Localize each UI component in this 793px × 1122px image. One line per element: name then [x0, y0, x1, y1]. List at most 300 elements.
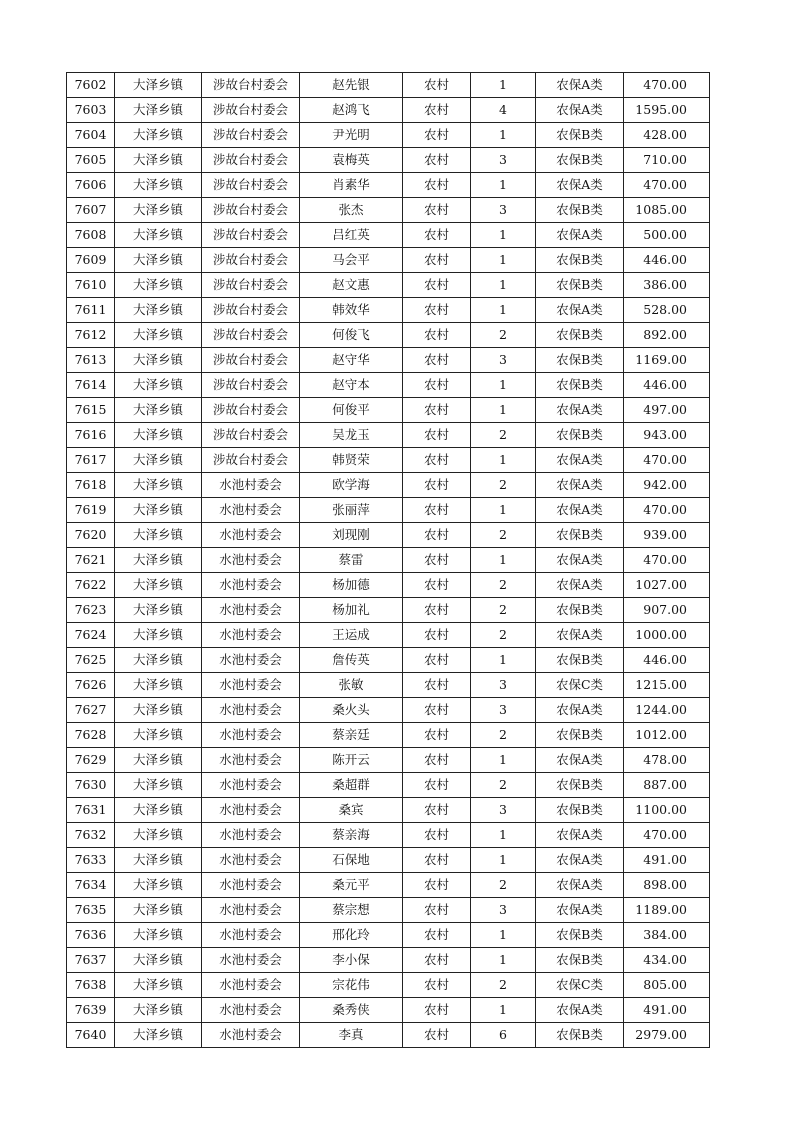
village-committee-cell: 水池村委会	[202, 823, 300, 848]
area-type-cell: 农村	[403, 123, 471, 148]
name-cell: 桑宾	[300, 798, 403, 823]
amount-cell: 1595.00	[624, 98, 710, 123]
township-cell: 大泽乡镇	[115, 473, 202, 498]
amount-cell: 434.00	[624, 948, 710, 973]
township-cell: 大泽乡镇	[115, 148, 202, 173]
township-cell: 大泽乡镇	[115, 723, 202, 748]
area-type-cell: 农村	[403, 223, 471, 248]
household-size-cell: 1	[471, 123, 536, 148]
township-cell: 大泽乡镇	[115, 948, 202, 973]
village-committee-cell: 水池村委会	[202, 673, 300, 698]
row-number-cell: 7637	[67, 948, 115, 973]
insurance-category-cell: 农保B类	[536, 798, 624, 823]
name-cell: 詹传英	[300, 648, 403, 673]
household-size-cell: 2	[471, 598, 536, 623]
township-cell: 大泽乡镇	[115, 223, 202, 248]
amount-cell: 1000.00	[624, 623, 710, 648]
household-size-cell: 1	[471, 998, 536, 1023]
village-committee-cell: 涉故台村委会	[202, 398, 300, 423]
township-cell: 大泽乡镇	[115, 423, 202, 448]
name-cell: 王运成	[300, 623, 403, 648]
table-row	[67, 248, 710, 273]
township-cell: 大泽乡镇	[115, 348, 202, 373]
area-type-cell: 农村	[403, 748, 471, 773]
household-size-cell: 4	[471, 98, 536, 123]
township-cell: 大泽乡镇	[115, 798, 202, 823]
household-size-cell: 3	[471, 348, 536, 373]
area-type-cell: 农村	[403, 73, 471, 98]
name-cell: 赵文惠	[300, 273, 403, 298]
village-committee-cell: 水池村委会	[202, 848, 300, 873]
table-row	[67, 173, 710, 198]
household-size-cell: 1	[471, 648, 536, 673]
row-number-cell: 7635	[67, 898, 115, 923]
village-committee-cell: 水池村委会	[202, 598, 300, 623]
row-number-cell: 7618	[67, 473, 115, 498]
household-size-cell: 1	[471, 548, 536, 573]
township-cell: 大泽乡镇	[115, 298, 202, 323]
row-number-cell: 7603	[67, 98, 115, 123]
household-size-cell: 3	[471, 698, 536, 723]
village-committee-cell: 水池村委会	[202, 748, 300, 773]
village-committee-cell: 涉故台村委会	[202, 73, 300, 98]
amount-cell: 892.00	[624, 323, 710, 348]
village-committee-cell: 涉故台村委会	[202, 248, 300, 273]
row-number-cell: 7633	[67, 848, 115, 873]
table-row	[67, 98, 710, 123]
household-size-cell: 1	[471, 373, 536, 398]
name-cell: 石保地	[300, 848, 403, 873]
village-committee-cell: 水池村委会	[202, 648, 300, 673]
insurance-category-cell: 农保B类	[536, 373, 624, 398]
area-type-cell: 农村	[403, 648, 471, 673]
name-cell: 张丽萍	[300, 498, 403, 523]
row-number-cell: 7602	[67, 73, 115, 98]
insurance-category-cell: 农保A类	[536, 998, 624, 1023]
area-type-cell: 农村	[403, 548, 471, 573]
insurance-category-cell: 农保B类	[536, 1023, 624, 1048]
village-committee-cell: 水池村委会	[202, 873, 300, 898]
name-cell: 蔡亲廷	[300, 723, 403, 748]
table-row	[67, 798, 710, 823]
insurance-category-cell: 农保A类	[536, 298, 624, 323]
table-row	[67, 73, 710, 98]
household-size-cell: 1	[471, 948, 536, 973]
area-type-cell: 农村	[403, 623, 471, 648]
area-type-cell: 农村	[403, 873, 471, 898]
row-number-cell: 7606	[67, 173, 115, 198]
row-number-cell: 7609	[67, 248, 115, 273]
insurance-category-cell: 农保B类	[536, 323, 624, 348]
table-row	[67, 148, 710, 173]
name-cell: 宗花伟	[300, 973, 403, 998]
household-size-cell: 3	[471, 798, 536, 823]
row-number-cell: 7634	[67, 873, 115, 898]
amount-cell: 907.00	[624, 598, 710, 623]
village-committee-cell: 涉故台村委会	[202, 148, 300, 173]
village-committee-cell: 水池村委会	[202, 548, 300, 573]
amount-cell: 1169.00	[624, 348, 710, 373]
area-type-cell: 农村	[403, 448, 471, 473]
row-number-cell: 7632	[67, 823, 115, 848]
insurance-category-cell: 农保B类	[536, 523, 624, 548]
township-cell: 大泽乡镇	[115, 923, 202, 948]
amount-cell: 1189.00	[624, 898, 710, 923]
village-committee-cell: 水池村委会	[202, 498, 300, 523]
table-row	[67, 123, 710, 148]
area-type-cell: 农村	[403, 248, 471, 273]
name-cell: 吴龙玉	[300, 423, 403, 448]
household-size-cell: 2	[471, 723, 536, 748]
amount-cell: 898.00	[624, 873, 710, 898]
table-row	[67, 823, 710, 848]
village-committee-cell: 涉故台村委会	[202, 173, 300, 198]
name-cell: 桑超群	[300, 773, 403, 798]
household-size-cell: 3	[471, 148, 536, 173]
area-type-cell: 农村	[403, 398, 471, 423]
area-type-cell: 农村	[403, 1023, 471, 1048]
row-number-cell: 7629	[67, 748, 115, 773]
township-cell: 大泽乡镇	[115, 98, 202, 123]
table-row	[67, 473, 710, 498]
name-cell: 吕红英	[300, 223, 403, 248]
village-committee-cell: 水池村委会	[202, 798, 300, 823]
village-committee-cell: 涉故台村委会	[202, 323, 300, 348]
amount-cell: 1085.00	[624, 198, 710, 223]
table-row	[67, 373, 710, 398]
village-committee-cell: 涉故台村委会	[202, 373, 300, 398]
area-type-cell: 农村	[403, 573, 471, 598]
name-cell: 陈开云	[300, 748, 403, 773]
insurance-category-cell: 农保C类	[536, 673, 624, 698]
amount-cell: 805.00	[624, 973, 710, 998]
row-number-cell: 7640	[67, 1023, 115, 1048]
row-number-cell: 7616	[67, 423, 115, 448]
insurance-category-cell: 农保B类	[536, 598, 624, 623]
township-cell: 大泽乡镇	[115, 373, 202, 398]
insurance-category-cell: 农保B类	[536, 648, 624, 673]
amount-cell: 470.00	[624, 548, 710, 573]
amount-cell: 939.00	[624, 523, 710, 548]
table-row	[67, 448, 710, 473]
area-type-cell: 农村	[403, 348, 471, 373]
name-cell: 何俊平	[300, 398, 403, 423]
insurance-category-cell: 农保A类	[536, 473, 624, 498]
household-size-cell: 1	[471, 223, 536, 248]
row-number-cell: 7628	[67, 723, 115, 748]
table-row	[67, 573, 710, 598]
township-cell: 大泽乡镇	[115, 548, 202, 573]
amount-cell: 1100.00	[624, 798, 710, 823]
township-cell: 大泽乡镇	[115, 823, 202, 848]
area-type-cell: 农村	[403, 673, 471, 698]
insurance-category-cell: 农保B类	[536, 248, 624, 273]
village-committee-cell: 水池村委会	[202, 523, 300, 548]
table-row	[67, 548, 710, 573]
insurance-category-cell: 农保A类	[536, 548, 624, 573]
row-number-cell: 7605	[67, 148, 115, 173]
name-cell: 桑元平	[300, 873, 403, 898]
amount-cell: 470.00	[624, 173, 710, 198]
village-committee-cell: 水池村委会	[202, 923, 300, 948]
village-committee-cell: 水池村委会	[202, 948, 300, 973]
village-committee-cell: 涉故台村委会	[202, 273, 300, 298]
township-cell: 大泽乡镇	[115, 173, 202, 198]
row-number-cell: 7624	[67, 623, 115, 648]
table-row	[67, 723, 710, 748]
amount-cell: 491.00	[624, 848, 710, 873]
household-size-cell: 2	[471, 523, 536, 548]
table-row	[67, 998, 710, 1023]
insurance-category-cell: 农保B类	[536, 198, 624, 223]
row-number-cell: 7638	[67, 973, 115, 998]
row-number-cell: 7621	[67, 548, 115, 573]
amount-cell: 384.00	[624, 923, 710, 948]
household-size-cell: 1	[471, 748, 536, 773]
name-cell: 赵守本	[300, 373, 403, 398]
village-committee-cell: 涉故台村委会	[202, 123, 300, 148]
township-cell: 大泽乡镇	[115, 648, 202, 673]
row-number-cell: 7630	[67, 773, 115, 798]
insurance-category-cell: 农保A类	[536, 848, 624, 873]
village-committee-cell: 涉故台村委会	[202, 423, 300, 448]
table-row	[67, 398, 710, 423]
amount-cell: 497.00	[624, 398, 710, 423]
insurance-category-cell: 农保B类	[536, 923, 624, 948]
township-cell: 大泽乡镇	[115, 398, 202, 423]
village-committee-cell: 涉故台村委会	[202, 448, 300, 473]
township-cell: 大泽乡镇	[115, 498, 202, 523]
township-cell: 大泽乡镇	[115, 273, 202, 298]
row-number-cell: 7636	[67, 923, 115, 948]
row-number-cell: 7614	[67, 373, 115, 398]
household-size-cell: 1	[471, 273, 536, 298]
area-type-cell: 农村	[403, 523, 471, 548]
area-type-cell: 农村	[403, 773, 471, 798]
row-number-cell: 7622	[67, 573, 115, 598]
township-cell: 大泽乡镇	[115, 748, 202, 773]
amount-cell: 478.00	[624, 748, 710, 773]
table-row	[67, 673, 710, 698]
township-cell: 大泽乡镇	[115, 698, 202, 723]
amount-cell: 470.00	[624, 498, 710, 523]
household-size-cell: 1	[471, 498, 536, 523]
village-committee-cell: 水池村委会	[202, 1023, 300, 1048]
insurance-category-cell: 农保A类	[536, 398, 624, 423]
township-cell: 大泽乡镇	[115, 323, 202, 348]
amount-cell: 446.00	[624, 648, 710, 673]
household-size-cell: 3	[471, 673, 536, 698]
amount-cell: 1027.00	[624, 573, 710, 598]
area-type-cell: 农村	[403, 148, 471, 173]
household-size-cell: 2	[471, 623, 536, 648]
name-cell: 尹光明	[300, 123, 403, 148]
insurance-category-cell: 农保B类	[536, 123, 624, 148]
household-size-cell: 2	[471, 773, 536, 798]
insurance-category-cell: 农保B类	[536, 948, 624, 973]
table-row	[67, 948, 710, 973]
township-cell: 大泽乡镇	[115, 898, 202, 923]
amount-cell: 710.00	[624, 148, 710, 173]
amount-cell: 446.00	[624, 373, 710, 398]
household-size-cell: 1	[471, 173, 536, 198]
row-number-cell: 7623	[67, 598, 115, 623]
row-number-cell: 7626	[67, 673, 115, 698]
table-row	[67, 498, 710, 523]
township-cell: 大泽乡镇	[115, 248, 202, 273]
row-number-cell: 7604	[67, 123, 115, 148]
area-type-cell: 农村	[403, 973, 471, 998]
amount-cell: 446.00	[624, 248, 710, 273]
insurance-category-cell: 农保A类	[536, 623, 624, 648]
amount-cell: 2979.00	[624, 1023, 710, 1048]
area-type-cell: 农村	[403, 823, 471, 848]
village-committee-cell: 水池村委会	[202, 623, 300, 648]
table-row	[67, 873, 710, 898]
area-type-cell: 农村	[403, 798, 471, 823]
table-row	[67, 973, 710, 998]
insurance-category-cell: 农保B类	[536, 348, 624, 373]
township-cell: 大泽乡镇	[115, 848, 202, 873]
insurance-category-cell: 农保B类	[536, 273, 624, 298]
area-type-cell: 农村	[403, 698, 471, 723]
township-cell: 大泽乡镇	[115, 598, 202, 623]
area-type-cell: 农村	[403, 898, 471, 923]
table-row	[67, 648, 710, 673]
table-body	[67, 73, 710, 1048]
insurance-category-cell: 农保B类	[536, 148, 624, 173]
table-row	[67, 923, 710, 948]
amount-cell: 386.00	[624, 273, 710, 298]
village-committee-cell: 水池村委会	[202, 573, 300, 598]
table-row	[67, 423, 710, 448]
table-row	[67, 298, 710, 323]
table-row	[67, 273, 710, 298]
table-row	[67, 848, 710, 873]
row-number-cell: 7613	[67, 348, 115, 373]
table-row	[67, 1023, 710, 1048]
name-cell: 邢化玲	[300, 923, 403, 948]
township-cell: 大泽乡镇	[115, 448, 202, 473]
insurance-category-cell: 农保A类	[536, 73, 624, 98]
township-cell: 大泽乡镇	[115, 673, 202, 698]
village-committee-cell: 水池村委会	[202, 473, 300, 498]
household-size-cell: 2	[471, 573, 536, 598]
insurance-category-cell: 农保A类	[536, 698, 624, 723]
row-number-cell: 7607	[67, 198, 115, 223]
insurance-category-cell: 农保A类	[536, 898, 624, 923]
area-type-cell: 农村	[403, 998, 471, 1023]
table-row	[67, 198, 710, 223]
township-cell: 大泽乡镇	[115, 523, 202, 548]
name-cell: 桑秀侠	[300, 998, 403, 1023]
area-type-cell: 农村	[403, 173, 471, 198]
name-cell: 杨加德	[300, 573, 403, 598]
area-type-cell: 农村	[403, 273, 471, 298]
amount-cell: 470.00	[624, 73, 710, 98]
household-size-cell: 6	[471, 1023, 536, 1048]
village-committee-cell: 水池村委会	[202, 973, 300, 998]
amount-cell: 491.00	[624, 998, 710, 1023]
row-number-cell: 7615	[67, 398, 115, 423]
name-cell: 蔡亲海	[300, 823, 403, 848]
name-cell: 韩效华	[300, 298, 403, 323]
row-number-cell: 7612	[67, 323, 115, 348]
household-size-cell: 2	[471, 423, 536, 448]
amount-cell: 1012.00	[624, 723, 710, 748]
insurance-category-cell: 农保C类	[536, 973, 624, 998]
household-size-cell: 1	[471, 923, 536, 948]
village-committee-cell: 涉故台村委会	[202, 223, 300, 248]
row-number-cell: 7619	[67, 498, 115, 523]
area-type-cell: 农村	[403, 423, 471, 448]
area-type-cell: 农村	[403, 298, 471, 323]
township-cell: 大泽乡镇	[115, 198, 202, 223]
township-cell: 大泽乡镇	[115, 773, 202, 798]
insurance-category-cell: 农保A类	[536, 748, 624, 773]
village-committee-cell: 涉故台村委会	[202, 298, 300, 323]
insurance-category-cell: 农保A类	[536, 173, 624, 198]
village-committee-cell: 水池村委会	[202, 898, 300, 923]
name-cell: 刘现刚	[300, 523, 403, 548]
name-cell: 蔡雷	[300, 548, 403, 573]
insurance-category-cell: 农保A类	[536, 98, 624, 123]
village-committee-cell: 水池村委会	[202, 998, 300, 1023]
row-number-cell: 7610	[67, 273, 115, 298]
table-row	[67, 698, 710, 723]
row-number-cell: 7639	[67, 998, 115, 1023]
household-size-cell: 1	[471, 448, 536, 473]
area-type-cell: 农村	[403, 98, 471, 123]
household-size-cell: 2	[471, 873, 536, 898]
table-row	[67, 748, 710, 773]
area-type-cell: 农村	[403, 323, 471, 348]
insurance-category-cell: 农保A类	[536, 573, 624, 598]
household-size-cell: 2	[471, 473, 536, 498]
area-type-cell: 农村	[403, 923, 471, 948]
name-cell: 韩贤荣	[300, 448, 403, 473]
name-cell: 欧学海	[300, 473, 403, 498]
household-size-cell: 1	[471, 848, 536, 873]
amount-cell: 943.00	[624, 423, 710, 448]
township-cell: 大泽乡镇	[115, 873, 202, 898]
amount-cell: 942.00	[624, 473, 710, 498]
township-cell: 大泽乡镇	[115, 123, 202, 148]
row-number-cell: 7631	[67, 798, 115, 823]
village-committee-cell: 水池村委会	[202, 698, 300, 723]
area-type-cell: 农村	[403, 198, 471, 223]
amount-cell: 887.00	[624, 773, 710, 798]
table-row	[67, 523, 710, 548]
amount-cell: 1215.00	[624, 673, 710, 698]
household-size-cell: 1	[471, 823, 536, 848]
row-number-cell: 7617	[67, 448, 115, 473]
name-cell: 李小保	[300, 948, 403, 973]
area-type-cell: 农村	[403, 598, 471, 623]
area-type-cell: 农村	[403, 498, 471, 523]
insurance-category-cell: 农保A类	[536, 498, 624, 523]
household-size-cell: 1	[471, 73, 536, 98]
household-size-cell: 3	[471, 898, 536, 923]
area-type-cell: 农村	[403, 473, 471, 498]
household-size-cell: 1	[471, 398, 536, 423]
township-cell: 大泽乡镇	[115, 1023, 202, 1048]
village-committee-cell: 涉故台村委会	[202, 98, 300, 123]
township-cell: 大泽乡镇	[115, 973, 202, 998]
row-number-cell: 7611	[67, 298, 115, 323]
township-cell: 大泽乡镇	[115, 73, 202, 98]
table-row	[67, 323, 710, 348]
